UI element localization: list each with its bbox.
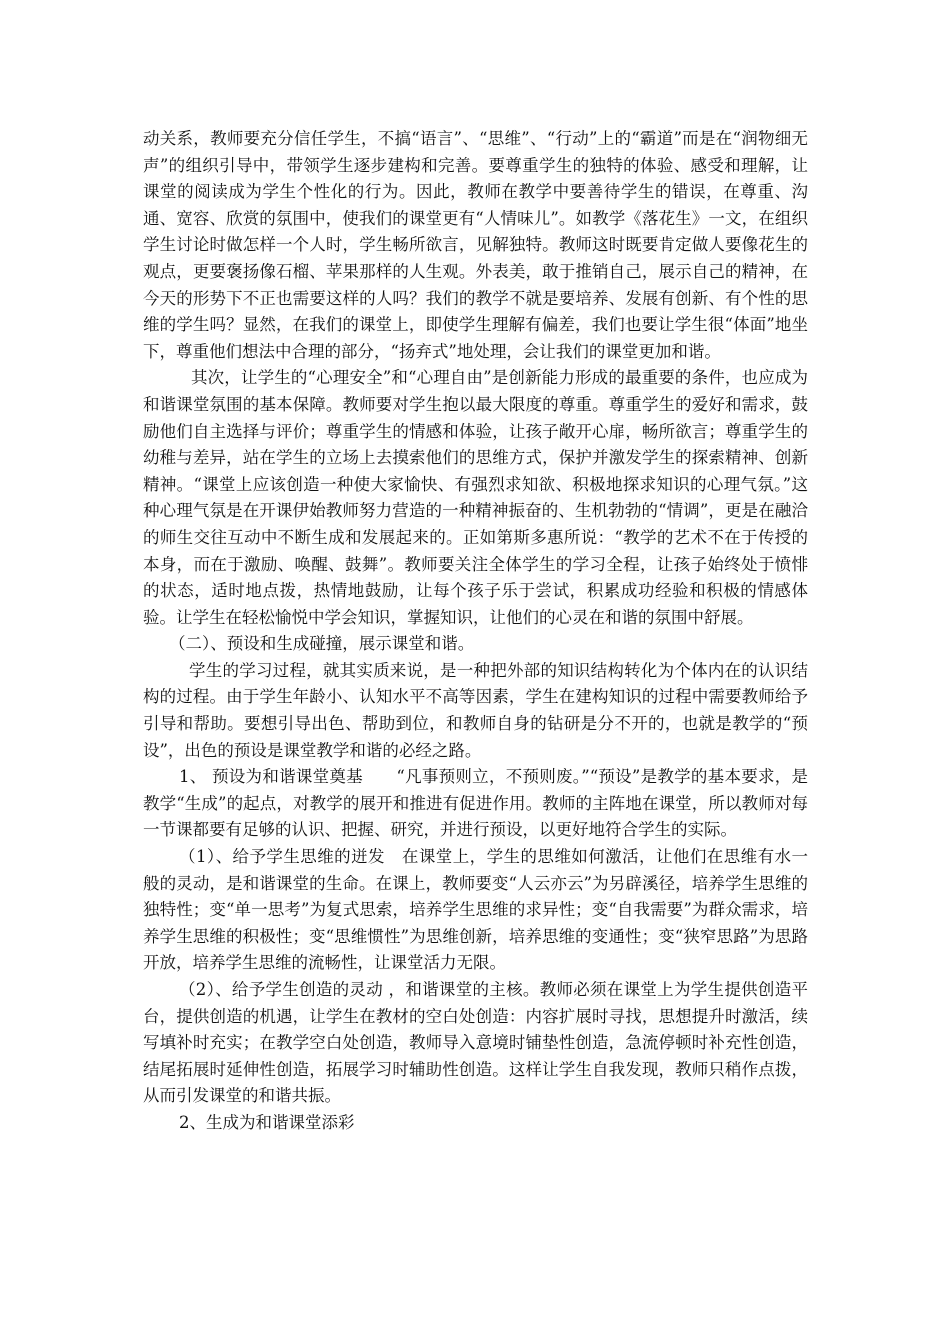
subsection-paragraph: 1、 预设为和谐课堂奠基 “凡事预则立，不预则废。”“预设”是教学的基本要求，是教学“生成”的起点，对教学的展开和推进有促进作用。教师的主阵地在课堂，所以教师对每一节课都要有足够的认识、把握、研究，并进行预设，以更好地符合学生的实际。 xyxy=(143,767,808,840)
section-heading: （二）、预设和生成碰撞，展示课堂和谐。 xyxy=(169,634,475,654)
subsection-heading: 2、生成为和谐课堂添彩 xyxy=(179,1112,355,1132)
body-paragraph: 学生的学习过程，就其实质来说，是一种把外部的知识结构转化为个体内在的认识结构的过程。由于学生年龄小、认知水平不高等因素，学生在建构知识的过程中需要教师给予引导和帮助。要想引导出色、帮助到位，和教师自身的钻研是分不开的，也就是教学的“预设”，出色的预设是课堂教学和谐的必经之路。 xyxy=(143,660,808,760)
document-page xyxy=(143,126,808,1137)
body-paragraph: 其次，让学生的“心理安全”和“心理自由”是创新能力形成的最重要的条件，也应成为和谐课堂氛围的基本保障。教师要对学生抱以最大限度的尊重。尊重学生的爱好和需求，鼓励他们自主选择与评价；尊重学生的情感和体验，让孩子敞开心扉，畅所欲言；尊重学生的幼稚与差异，站在学生的立场上去摸索他们的思维方式，保护并激发学生的探索精神、创新精神。“课堂上应该创造一种使大家愉快、有强烈求知欲、积极地探求知识的心理气氛。”这种心理气氛是在开课伊始教师努力营造的一种精神振奋的、生机勃勃的“情调”，更是在融洽的师生交往互动中不断生成和发展起来的。正如第斯多惠所说：“教学的艺术不在于传授的本身，而在于激励、唤醒、鼓舞”。教师要关注全体学生的学习全程，让孩子始终处于愤悱的状态，适时地点拨，热情地鼓励，让每个孩子乐于尝试，积累成功经验和积极的情感体验。让学生在轻松愉悦中学会知识，掌握知识，让他们的心灵在和谐的氛围中舒展。 xyxy=(143,368,808,627)
subsection-paragraph: （1）、给予学生思维的迸发 在课堂上，学生的思维如何激活，让他们在思维有水一般的灵动，是和谐课堂的生命。在课上，教师要变“人云亦云”为另辟溪径，培养学生思维的独特性；变“单一思考”为复式思索，培养学生思维的求异性；变“自我需要”为群众需求，培养学生思维的积极性；变“思维惯性”为思维创新，培养思维的变通性；变“狭窄思路”为思路开放，培养学生思维的流畅性，让课堂活力无限。 xyxy=(143,847,808,973)
body-paragraph: 动关系，教师要充分信任学生，不搞“语言”、“思维”、“行动”上的“霸道”而是在“润物细无声”的组织引导中，带领学生逐步建构和完善。要尊重学生的独特的体验、感受和理解，让课堂的阅读成为学生个性化的行为。因此，教师在教学中要善待学生的错误，在尊重、沟通、宽容、欣赏的氛围中，使我们的课堂更有“人情味儿”。如教学《落花生》一文，在组织学生讨论时做怎样一个人时，学生畅所欲言，见解独特。教师这时既要肯定做人要像花生的观点，更要褒扬像石榴、苹果那样的人生观。外表美，敢于推销自己，展示自己的精神，在今天的形势下不正也需要这样的人吗？我们的教学不就是要培养、发展有创新、有个性的思维的学生吗？显然，在我们的课堂上，即使学生理解有偏差，我们也要让学生很“体面”地坐下，尊重他们想法中合理的部分，“扬弃式”地处理，会让我们的课堂更加和谐。 xyxy=(143,129,808,361)
subsection-paragraph: （2）、给予学生创造的灵动 ，和谐课堂的主核。教师必须在课堂上为学生提供创造平台，提供创造的机遇，让学生在教材的空白处创造：内容扩展时寻找，思想提升时激活，续写填补时充实；在教学空白处创造，教师导入意境时铺垫性创造，急流停顿时补充性创造，结尾拓展时延伸性创造，拓展学习时辅助性创造。这样让学生自我发现，教师只稍作点拨，从而引发课堂的和谐共振。 xyxy=(143,980,808,1106)
